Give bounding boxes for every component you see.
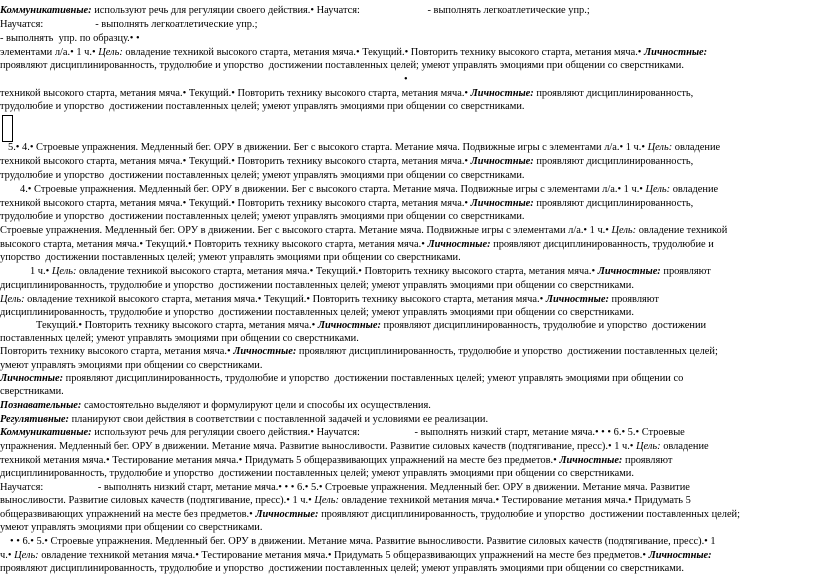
text-run: проявляют дисциплинированность, [533, 88, 694, 99]
text-run: упражнения. Медленный бег. ОРУ в движении. Метание мяча. Развитие выносливости. Развитие силовых качеств (подтягивание, пресс).• 1 ч.• [0, 441, 637, 452]
text-line [0, 33, 140, 45]
italic-label: Цель: [14, 550, 39, 561]
text-line [0, 509, 740, 521]
text-run: проявляют дисциплинированность, трудолюбие и упорство достижении поставленных целей; умеют управлять эмоциями при общении со [63, 373, 684, 384]
text-line [0, 280, 634, 292]
text-run: дисциплинированность, трудолюбие и упорство достижении поставленных целей; умеют управлять эмоциями при общении со сверстниками. [0, 468, 634, 479]
text-line [0, 386, 64, 398]
text-line [0, 294, 659, 306]
text-run: овладение техникой высокого старта, метания мяча.• Текущий.• Повторить технику высокого старта, метания мяча.• [76, 266, 598, 277]
text-run: • [404, 74, 408, 85]
text-run: овладение техникой метания мяча.• Тестирование метания мяча.• Придумать 5 [338, 495, 691, 506]
bold-label: Коммуникативные: [0, 427, 92, 438]
text-line [20, 184, 718, 196]
text-run: Строевые упражнения. Медленный бег. ОРУ в движении. Бег с высокого старта. Метание мяча. Подвижные игры с элементами л/а.• 1 ч.• [0, 225, 612, 236]
text-run: Научатся: - выполнять легкоатлетические упр.; [0, 19, 258, 30]
text-line [0, 427, 685, 439]
bold-label: Личностные: [545, 294, 609, 305]
text-run: проявляют [622, 455, 673, 466]
text-run: умеют управлять эмоциями при общении со сверстниками. [0, 522, 263, 533]
text-run: техникой высокого старта, метания мяча.• Текущий.• Повторить технику высокого старта, метания мяча.• [0, 88, 471, 99]
text-line [0, 441, 709, 453]
text-run: проявляют дисциплинированность, трудолюбие и упорство достижении поставленных целей; умеют управлять эмоциями при общении со сверстниками. [0, 60, 684, 71]
text-line [0, 373, 683, 385]
text-run: овладение [672, 142, 721, 153]
bold-label: Личностные: [427, 239, 491, 250]
text-run: поставленных целей; умеют управлять эмоциями при общении со сверстниками. [0, 333, 359, 344]
text-line [0, 400, 431, 412]
text-line [0, 495, 691, 507]
text-line [0, 88, 693, 100]
text-run: 5.• 4.• Строевые упражнения. Медленный бег. ОРУ в движении. Бег с высокого старта. Метание мяча. Подвижные игры с элементами л/а.• 1 ч.• [8, 142, 648, 153]
text-run: проявляют дисциплинированность, трудолюбие и [490, 239, 714, 250]
text-line [0, 47, 707, 59]
text-run: умеют управлять эмоциями при общении со сверстниками. [0, 360, 263, 371]
italic-label: Цель: [98, 47, 123, 58]
text-run: общеразвивающих упражнений на месте без предметов.• [0, 509, 256, 520]
text-run: сверстниками. [0, 386, 64, 397]
bold-label: Личностные: [644, 47, 708, 58]
text-line [0, 239, 714, 251]
bold-label: Личностные: [470, 156, 534, 167]
text-line [0, 550, 712, 562]
text-run: техникой высокого старта, метания мяча.• Текущий.• Повторить технику высокого старта, метания мяча.• [0, 156, 471, 167]
text-run: • • 6.• 5.• Строевые упражнения. Медленный бег. ОРУ в движении. Метание мяча. Развитие выносливости. Развитие силовых качеств (подтягивание, пресс).• 1 [10, 536, 716, 547]
text-run: овладение [660, 441, 709, 452]
italic-label: Цель: [0, 294, 25, 305]
bold-label: Регулятивные: [0, 414, 69, 425]
text-line [8, 142, 720, 154]
bold-label: Личностные: [597, 266, 661, 277]
bold-label: Личностные: [470, 198, 534, 209]
bold-label: Личностные: [559, 455, 623, 466]
italic-label: Цель: [636, 441, 661, 452]
text-line [0, 563, 684, 575]
text-run: проявляют дисциплинированность, трудолюбие и упорство достижении поставленных целей; умеют управлять эмоциями при общении со сверстниками. [0, 563, 684, 574]
text-run: дисциплинированность, трудолюбие и упорство достижении поставленных целей; умеют управлять эмоциями при общении со сверстниками. [0, 280, 634, 291]
text-line [0, 198, 693, 210]
text-run: проявляют дисциплинированность, трудолюбие и упорство достижении поставленных целей; [296, 346, 718, 357]
text-line [0, 5, 590, 17]
bold-label: Личностные: [317, 320, 381, 331]
text-run: используют речь для регуляции своего действия.• Научатся: - выполнять легкоатлетические упр.; [91, 5, 590, 16]
text-line [0, 455, 672, 467]
text-line [0, 333, 359, 345]
text-run: проявляют дисциплинированность, [533, 198, 694, 209]
text-run: трудолюбие и упорство достижении поставленных целей; умеют управлять эмоциями при общении со сверстниками. [0, 211, 525, 222]
text-run: выносливости. Развитие силовых качеств (подтягивание, пресс).• 1 ч.• [0, 495, 315, 506]
text-line [0, 156, 693, 168]
text-line [0, 225, 727, 237]
text-run: трудолюбие и упорство достижении поставленных целей; умеют управлять эмоциями при общении со сверстниками. [0, 101, 525, 112]
text-run: 1 ч.• [30, 266, 52, 277]
empty-table-cell [2, 115, 13, 142]
text-line [0, 211, 525, 223]
text-run: овладение техникой [636, 225, 728, 236]
text-run: 4.• Строевые упражнения. Медленный бег. ОРУ в движении. Бег с высокого старта. Метание мяча. Подвижные игры с элементами л/а.• 1 ч.• [20, 184, 646, 195]
text-line [0, 252, 461, 264]
text-run: овладение [670, 184, 719, 195]
text-line [0, 346, 718, 358]
bold-label: Личностные: [233, 346, 297, 357]
text-run: Повторить технику высокого старта, метания мяча.• [0, 346, 234, 357]
italic-label: Цель: [645, 184, 671, 195]
text-line [0, 468, 634, 480]
text-line [404, 74, 408, 86]
text-line [0, 170, 525, 182]
bold-label: Личностные: [255, 509, 319, 520]
text-line [0, 60, 684, 72]
italic-label: Цель: [314, 495, 339, 506]
text-run: трудолюбие и упорство достижении поставленных целей; умеют управлять эмоциями при общении со сверстниками. [0, 170, 525, 181]
bold-label: Личностные: [470, 88, 534, 99]
text-run: элементами л/а.• 1 ч.• [0, 47, 99, 58]
text-line [36, 320, 706, 332]
text-run: проявляют дисциплинированность, трудолюбие и упорство достижении [380, 320, 707, 331]
text-run: Научатся: - выполнять низкий старт, метание мяча.• • • 6.• 5.• Строевые упражнения. Медленный бег. ОРУ в движении. Метание мяча. Развитие [0, 482, 690, 493]
italic-label: Цель: [51, 266, 77, 277]
text-run: - выполнять упр. по образцу.• • [0, 33, 140, 44]
text-run: упорство достижении поставленных целей; умеют управлять эмоциями при общении со сверстниками. [0, 252, 461, 263]
text-run: ч.• [0, 550, 15, 561]
text-run: проявляют дисциплинированность, трудолюбие и упорство достижении поставленных целей; [318, 509, 741, 520]
bold-label: Коммуникативные: [0, 5, 92, 16]
bold-label: Личностные: [0, 373, 64, 384]
text-run: Текущий.• Повторить технику высокого старта, метания мяча.• [36, 320, 318, 331]
text-run: техникой высокого старта, метания мяча.• Текущий.• Повторить технику высокого старта, метания мяча.• [0, 198, 471, 209]
bold-label: Познавательные: [0, 400, 82, 411]
text-line [0, 360, 262, 372]
text-line [10, 536, 716, 548]
text-run: проявляют дисциплинированность, [533, 156, 694, 167]
text-run: проявляют [608, 294, 659, 305]
text-run: овладение техникой высокого старта, метания мяча.• Текущий.• Повторить технику высокого старта, метания мяча.• [122, 47, 645, 58]
text-line [0, 101, 525, 113]
text-line [30, 266, 711, 278]
text-run: высокого старта, метания мяча.• Текущий.• Повторить технику высокого старта, метания мяча.• [0, 239, 428, 250]
text-run: используют речь для регуляции своего действия.• Научатся: - выполнять низкий старт, метание мяча.• • • 6.• 5.• Строевые [91, 427, 685, 438]
text-run: самостоятельно выделяют и формулируют цели и способы их осуществления. [81, 400, 431, 411]
bold-label: Личностные: [648, 550, 712, 561]
text-line [0, 19, 257, 31]
italic-label: Цель: [647, 142, 673, 153]
text-run: планируют свои действия в соответствии с поставленной задачей и условиями ее реализации. [69, 414, 489, 425]
text-run: проявляют [660, 266, 711, 277]
text-run: овладение техникой высокого старта, метания мяча.• Текущий.• Повторить технику высокого старта, метания мяча.• [24, 294, 546, 305]
text-line [0, 482, 690, 494]
text-run: овладение техникой метания мяча.• Тестирование метания мяча.• Придумать 5 общеразвивающих упражнений на месте без предметов.• [38, 550, 649, 561]
text-run: дисциплинированность, трудолюбие и упорство достижении поставленных целей; умеют управлять эмоциями при общении со сверстниками. [0, 307, 634, 318]
text-run: техникой метания мяча.• Тестирование метания мяча.• Придумать 5 общеразвивающих упражнений на месте без предметов.• [0, 455, 560, 466]
text-line [0, 414, 488, 426]
italic-label: Цель: [611, 225, 637, 236]
text-line [0, 307, 634, 319]
text-line [0, 522, 262, 534]
